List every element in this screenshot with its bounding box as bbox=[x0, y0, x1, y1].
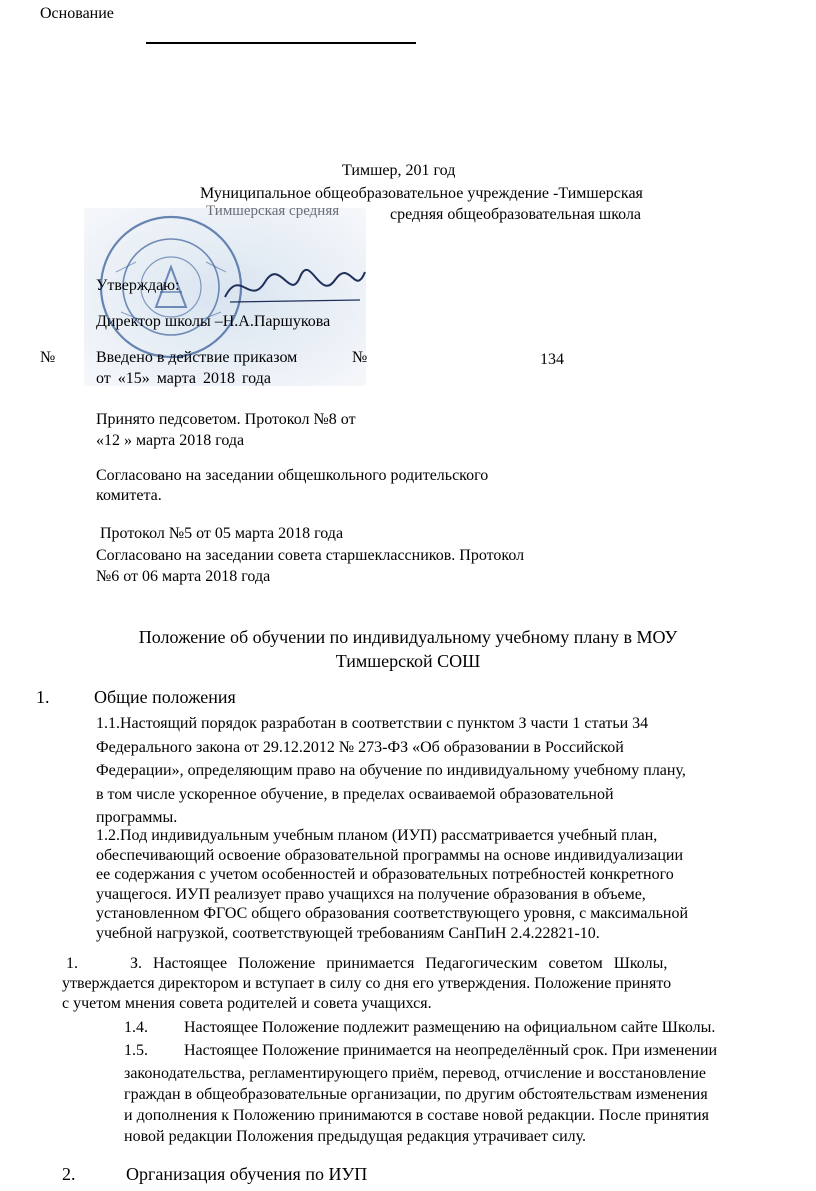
paragraph-line: установленном ФГОС общего образования соответствующего уровня, с максимальной bbox=[96, 905, 689, 922]
paragraph-line: ее содержания с учетом особенностей и образовательных потребностей конкретного bbox=[96, 866, 674, 883]
document-title-line2: Тимшерской СОШ bbox=[335, 651, 481, 671]
paragraph-line: обеспечивающий освоение образовательной программы на основе индивидуализации bbox=[96, 846, 684, 864]
approve-label: Утверждаю: bbox=[96, 277, 180, 294]
paragraph-1-3-number: 1. bbox=[66, 955, 78, 972]
city-year: Тимшер, 201 год bbox=[342, 162, 456, 179]
seniors-council-line2: №6 от 06 марта 2018 года bbox=[96, 568, 271, 585]
paragraph-line: программы. bbox=[96, 809, 178, 826]
number-sign-left: № bbox=[40, 349, 56, 366]
paragraph-1-2 bbox=[96, 826, 688, 943]
paragraph-line: утверждается директором и вступает в силу со дня его утверждения. Положение принято bbox=[62, 975, 672, 992]
section1-number: 1. bbox=[36, 687, 50, 707]
paragraph-line: с учетом мнения совета родителей и совета учащихся. bbox=[62, 994, 432, 1012]
paragraph-1-5 bbox=[124, 1063, 709, 1147]
paragraph-line: 1.2.Под индивидуальным учебным планом (ИУП) рассматривается учебный план, bbox=[96, 827, 658, 844]
paragraph-line: и дополнения к Положению принимаются в составе новой редакции. После принятия bbox=[124, 1107, 709, 1124]
director-signature-icon bbox=[220, 262, 370, 312]
institution-name-line2: средняя общеобразовательная школа bbox=[390, 206, 642, 223]
order-number: 134 bbox=[540, 351, 564, 368]
parents-committee-line1: Согласовано на заседании общешкольного родительского bbox=[96, 467, 489, 484]
section2-heading: Организация обучения по ИУП bbox=[126, 1164, 368, 1184]
enacted-by-order: Введено в действие приказом bbox=[96, 349, 298, 366]
paragraph-1-1 bbox=[96, 712, 686, 830]
paragraph-line: учащегося. ИУП реализует право учащихся на получение образования в объеме, bbox=[96, 885, 646, 903]
section2-number: 2. bbox=[62, 1164, 76, 1184]
number-sign-mid: № bbox=[352, 349, 368, 366]
parents-protocol: Протокол №5 от 05 марта 2018 года bbox=[100, 525, 344, 542]
document-title-line1: Положение об обучении по индивидуальному учебному плану в МОУ bbox=[138, 627, 678, 647]
institution-name-line1: Муниципальное общеобразовательное учреждение -Тимшерская bbox=[200, 185, 643, 202]
paragraph-1-5-first-line: Настоящее Положение принимается на неопределённый срок. При изменении bbox=[184, 1042, 718, 1059]
paragraph-line: граждан в общеобразовательные организации, по другим обстоятельствам изменения bbox=[124, 1086, 708, 1103]
director-label bbox=[96, 312, 330, 332]
director-name: Н.А.Паршукова bbox=[222, 313, 331, 330]
paragraph-line: учебной нагрузкой, соответствующей требованиям СанПиН 2.4.22821-10. bbox=[96, 924, 600, 942]
paragraph-line: Федерального закона от 29.12.2012 № 273-ФЗ «Об образовании в Российской bbox=[96, 738, 624, 756]
paragraph-1-3-first-line: З. Настоящее Положение принимается Педагогическим советом Школы, bbox=[130, 955, 668, 972]
paragraph-line: 1.1.Настоящий порядок разработан в соответствии с пунктом З части 1 статьи 34 bbox=[96, 715, 649, 732]
council-accepted-line1: Принято педсоветом. Протокол №8 от bbox=[96, 411, 356, 428]
seniors-council-line1: Согласовано на заседании совета старшеклассников. Протокол bbox=[96, 547, 525, 564]
institution-name-faded: Тимшерская средняя bbox=[206, 203, 340, 219]
paragraph-1-5-number: 1.5. bbox=[124, 1042, 148, 1059]
parents-committee-line2: комитета. bbox=[96, 487, 162, 504]
order-date: от «15» марта 2018 года bbox=[96, 370, 271, 387]
paragraph-1-3 bbox=[62, 974, 671, 1013]
paragraph-1-4: Настоящее Положение подлежит размещению на официальном сайте Школы. bbox=[184, 1019, 716, 1036]
paragraph-1-4-number: 1.4. bbox=[124, 1019, 148, 1036]
council-accepted-line2: «12 » марта 2018 года bbox=[96, 432, 245, 449]
director-title: Директор школы bbox=[96, 313, 211, 330]
paragraph-line: новой редакции Положения предыдущая редакция утрачивает силу. bbox=[124, 1128, 587, 1145]
paragraph-line: Федерации», определяющим право на обучение по индивидуальному учебному плану, bbox=[96, 762, 686, 779]
paragraph-line: в том числе ускоренное обучение, в пределах осваиваемой образовательной bbox=[96, 785, 614, 803]
basis-label: Основание bbox=[40, 5, 114, 22]
signature-line bbox=[146, 42, 416, 44]
paragraph-line: законодательства, регламентирующего приём, перевод, отчисление и восстановление bbox=[124, 1065, 706, 1082]
section1-heading: Общие положения bbox=[94, 687, 236, 707]
director-mark: – bbox=[214, 313, 223, 330]
